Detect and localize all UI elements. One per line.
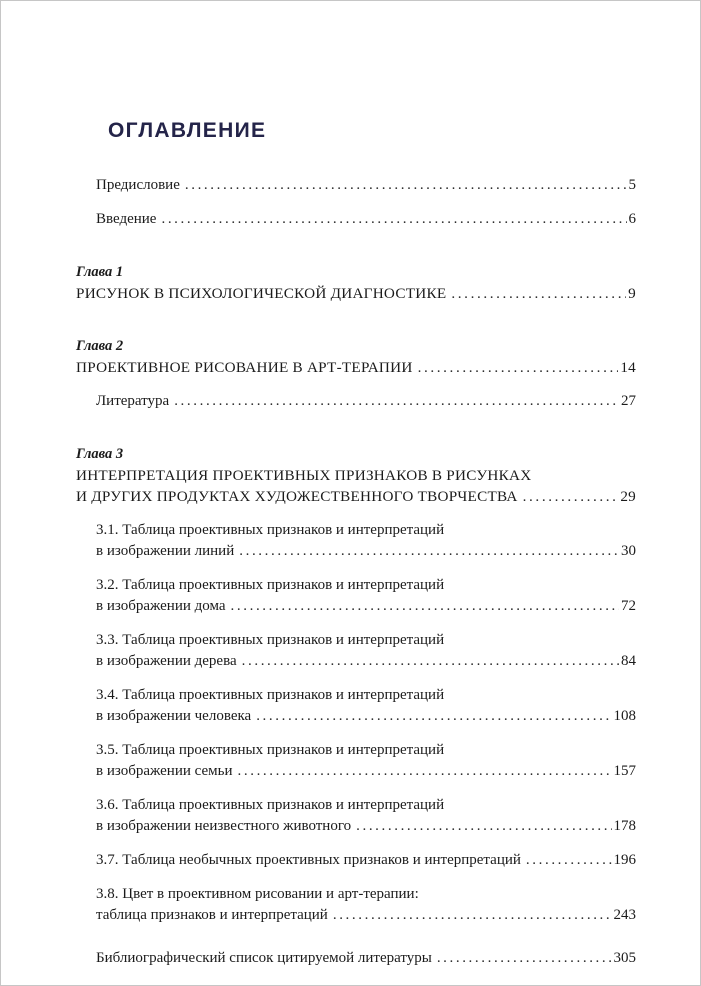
toc-line [96, 175, 636, 196]
dot-leader [174, 391, 619, 412]
toc-line-text: в изображении дома [96, 598, 226, 614]
page-number: 5 [628, 177, 636, 193]
toc-line-text: 3.2. Таблица проективных признаков и интерпретаций [96, 577, 445, 593]
chapter-label: Глава 1 [76, 264, 124, 280]
page-number: 243 [613, 907, 636, 923]
toc-line [96, 630, 636, 651]
page-number: 178 [613, 818, 636, 834]
dot-leader [231, 596, 619, 617]
toc-entry [96, 740, 636, 782]
toc-line-text: 3.6. Таблица проективных признаков и интерпретаций [96, 797, 445, 813]
chapter-label: Глава 2 [76, 338, 124, 354]
toc-line [96, 816, 636, 837]
toc-line [96, 761, 636, 782]
toc-entry [96, 630, 636, 672]
toc-entry [96, 209, 636, 230]
dot-leader [256, 706, 611, 727]
toc-line [76, 465, 636, 486]
toc-line-text: 3.3. Таблица проективных признаков и интерпретаций [96, 632, 445, 648]
page-number: 9 [628, 285, 636, 302]
toc-entry [96, 795, 636, 837]
toc-line-text: 3.4. Таблица проективных признаков и интерпретаций [96, 687, 445, 703]
dot-leader [526, 850, 612, 871]
toc-entry [96, 685, 636, 727]
page-number: 108 [613, 708, 636, 724]
toc-line-text: 3.8. Цвет в проективном рисовании и арт-терапии: [96, 886, 419, 902]
toc-line-text: в изображении дерева [96, 653, 237, 669]
toc-line-text: Библиографический список цитируемой литературы [96, 950, 432, 966]
dot-leader [356, 816, 611, 837]
toc-line-text: ПРОЕКТИВНОЕ РИСОВАНИЕ В АРТ-ТЕРАПИИ [76, 359, 413, 376]
toc-line [96, 575, 636, 596]
toc-chapter-entry [76, 336, 636, 378]
toc-line [96, 651, 636, 672]
page-number: 196 [613, 852, 636, 868]
toc-line-text: таблица признаков и интерпретаций [96, 907, 328, 923]
page-title: ОГЛАВЛЕНИЕ [108, 119, 267, 142]
toc-chapter-entry [76, 262, 636, 304]
toc-line [76, 486, 636, 507]
toc-line-text: Литература [96, 393, 170, 409]
toc-entry [96, 520, 636, 562]
toc-line-text: 3.5. Таблица проективных признаков и интерпретаций [96, 742, 445, 758]
toc-line [76, 283, 636, 304]
toc-line [96, 740, 636, 761]
toc-entry [96, 948, 636, 969]
dot-leader [185, 175, 627, 196]
dot-leader [418, 357, 619, 378]
toc-line-text: в изображении семьи [96, 763, 233, 779]
toc-line-text: в изображении неизвестного животного [96, 818, 352, 834]
toc-line-text: И ДРУГИХ ПРОДУКТАХ ХУДОЖЕСТВЕННОГО ТВОРЧЕСТВА [76, 488, 518, 505]
dot-leader [239, 541, 619, 562]
toc-line [76, 357, 636, 378]
toc-entry [96, 391, 636, 412]
page-number: 14 [620, 359, 636, 376]
toc-line [96, 520, 636, 541]
dot-leader [242, 651, 619, 672]
toc-line [96, 905, 636, 926]
toc-line-text: Введение [96, 211, 157, 227]
toc-line [96, 795, 636, 816]
toc-line-text: в изображении человека [96, 708, 252, 724]
page-number: 30 [621, 543, 636, 559]
page-number: 157 [613, 763, 636, 779]
dot-leader [238, 761, 612, 782]
dot-leader [161, 209, 626, 230]
toc-line [96, 948, 636, 969]
toc-entry [96, 575, 636, 617]
toc-entry [96, 850, 636, 871]
chapter-label: Глава 3 [76, 446, 124, 462]
toc-entries [76, 175, 636, 969]
dot-leader [451, 283, 626, 304]
toc-entry [96, 884, 636, 926]
page-number: 84 [621, 653, 636, 669]
toc-line-text: РИСУНОК В ПСИХОЛОГИЧЕСКОЙ ДИАГНОСТИКЕ [76, 285, 447, 302]
page-number: 305 [613, 950, 636, 966]
dot-leader [333, 905, 612, 926]
toc-line [96, 596, 636, 617]
toc-line [96, 706, 636, 727]
toc-line [96, 541, 636, 562]
toc-entry [96, 175, 636, 196]
dot-leader [437, 948, 612, 969]
toc-line [96, 685, 636, 706]
toc-line-text: 3.1. Таблица проективных признаков и интерпретаций [96, 522, 445, 538]
toc-chapter-entry [76, 444, 636, 507]
page-number: 6 [628, 211, 636, 227]
toc-line-text: Предисловие [96, 177, 180, 193]
dot-leader [523, 486, 619, 507]
toc-line [96, 391, 636, 412]
toc-line [96, 884, 636, 905]
toc-line [96, 850, 636, 871]
toc-line [96, 209, 636, 230]
toc-line-text: 3.7. Таблица необычных проективных признаков и интерпретаций [96, 852, 521, 868]
toc-line-text: в изображении линий [96, 543, 235, 559]
page-number: 27 [621, 393, 636, 409]
page-number: 72 [621, 598, 636, 614]
page-number: 29 [620, 488, 636, 505]
toc-line-text: ИНТЕРПРЕТАЦИЯ ПРОЕКТИВНЫХ ПРИЗНАКОВ В РИСУНКАХ [76, 467, 532, 484]
